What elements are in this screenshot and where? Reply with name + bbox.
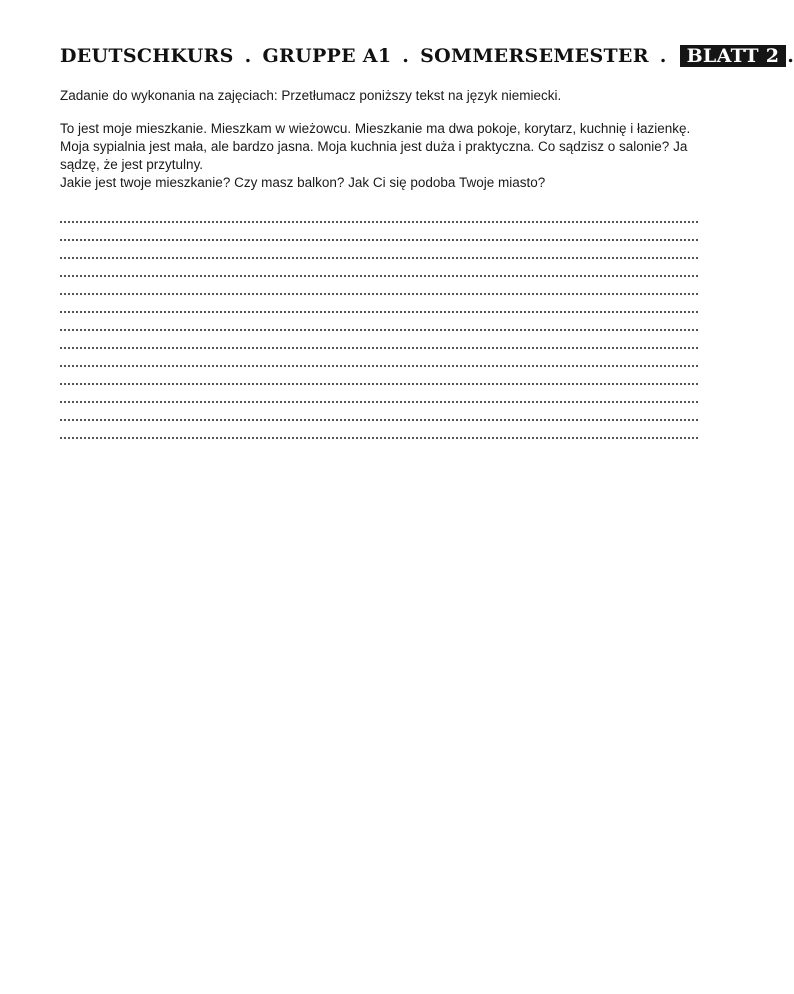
semester-label: SOMMERSEMESTER xyxy=(420,45,649,67)
answer-line xyxy=(60,331,698,349)
answer-line xyxy=(60,295,698,313)
answer-line xyxy=(60,241,698,259)
sheet-badge: BLATT 2 xyxy=(680,45,787,67)
source-text-questions: Jakie jest twoje mieszkanie? Czy masz balkon? Jak Ci się podoba Twoje miasto? xyxy=(60,175,546,190)
task-instruction: Zadanie do wykonania na zajęciach: Przetłumacz poniższy tekst na język niemiecki. xyxy=(60,88,562,103)
source-text xyxy=(60,120,708,192)
answer-line xyxy=(60,205,698,223)
answer-line xyxy=(60,385,698,403)
header-separator-2: . xyxy=(402,45,410,67)
answer-lines xyxy=(60,205,698,439)
answer-line xyxy=(60,223,698,241)
answer-line xyxy=(60,421,698,439)
answer-line xyxy=(60,367,698,385)
answer-line xyxy=(60,259,698,277)
header-end-dot: . xyxy=(787,45,794,67)
header-separator-3: . xyxy=(659,45,667,67)
answer-line xyxy=(60,403,698,421)
source-text-main: To jest moje mieszkanie. Mieszkam w wieżowcu. Mieszkanie ma dwa pokoje, korytarz, kuchnię i łazienkę. Moja sypialnia jest mała, ale bardzo jasna. Moja kuchnia jest duża i praktyczna. Co sądzisz o salonie? Ja sądzę, że jest przytulny. xyxy=(60,121,691,172)
worksheet-header xyxy=(60,44,794,68)
answer-line xyxy=(60,349,698,367)
header-separator-1: . xyxy=(244,45,252,67)
group-label: GRUPPE A1 xyxy=(262,45,392,67)
answer-line xyxy=(60,313,698,331)
answer-line xyxy=(60,277,698,295)
course-title: DEUTSCHKURS xyxy=(60,45,234,67)
